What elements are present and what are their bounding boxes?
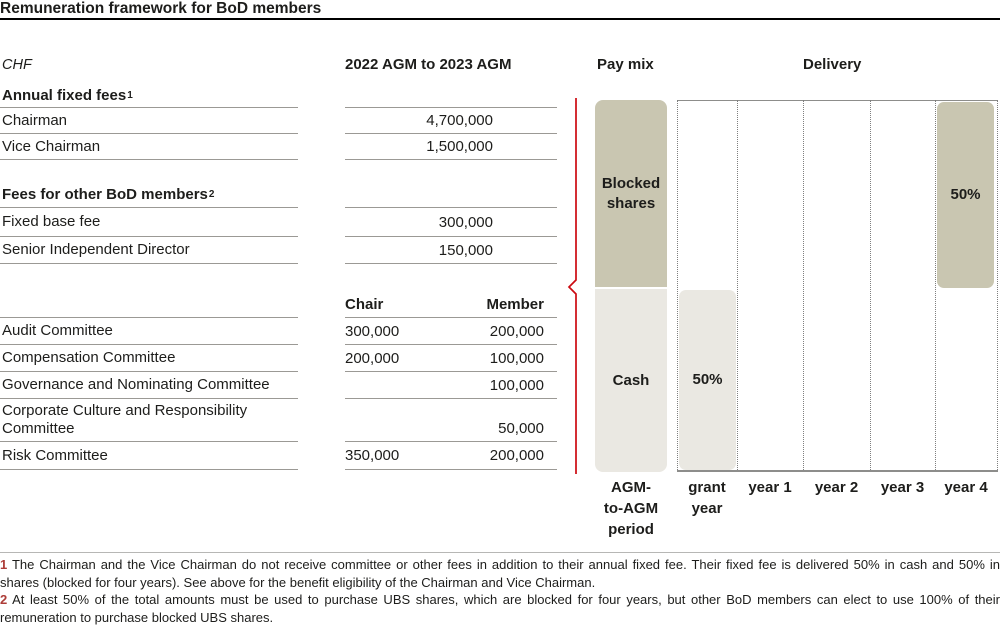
column-separator [803,100,804,470]
row-chairman [0,108,298,134]
row-label: Vice Chairman [2,137,101,155]
row-label: Corporate Culture and Responsibility Committee [2,402,248,437]
chair-fee: 300,000 [345,322,400,340]
paymix-blocked-shares-segment [595,100,667,287]
cash-label: Cash [612,371,650,389]
footnote-ref-1: 1 [127,89,133,101]
footnote-ref-2: 2 [208,188,215,200]
period-column-header: 2022 AGM to 2023 AGM [345,56,512,73]
title-rule [0,18,1000,20]
chair-fee: 200,000 [345,349,400,367]
xlabel-year-3: year 3 [880,479,925,496]
section-label: Annual fixed fees [2,86,127,104]
member-fee: 100,000 [489,349,544,367]
section-annual-fixed-fees [0,84,298,108]
row-label: Chairman [2,111,68,129]
axis-line: AGM- [611,479,651,496]
committee-column-headers [345,292,557,318]
fee-amount: 150,000 [438,241,493,259]
row-audit-committee [0,318,298,345]
row-senior-independent-director-value [345,237,557,264]
row-label: Senior Independent Director [2,241,190,258]
row-governance-nominating-committee [0,372,298,399]
fee-amount: 1,500,000 [426,138,493,155]
fee-amount: 300,000 [438,213,493,231]
chair-fee: 350,000 [345,447,400,464]
footnotes [0,556,1000,626]
xlabel-grant-year: grant year [688,479,726,517]
column-separator [870,100,871,470]
row-vice-chairman [0,134,298,160]
footnote-text: At least 50% of the total amounts must be used to purchase UBS shares, which are blocked for four years, but other BoD members can elect to use 100% of their remuneration to purchase blocked UBS shares. [0,592,1000,625]
row-label: Risk Committee [2,446,108,464]
footnote-rule [0,552,1000,553]
footnote-text: The Chairman and the Vice Chairman do not receive committee or other fees in addition to their annual fixed fee. Their fixed fee is delivered 50% in cash and 50% in shares (blocked for four years). See above for the benefit eligibility of the Chairman and Vice Chairman. [0,557,1000,590]
column-separator [677,100,678,470]
row-compensation-committee-values [345,345,557,372]
section-label: Fees for other BoD members [2,185,208,203]
paymix-axis-label [595,477,667,540]
row-compensation-committee [0,345,298,372]
delivery-top-rule [677,100,998,101]
member-column-header: Member [486,296,544,313]
xlabel-year-4: year 4 [944,479,988,496]
row-fixed-base-fee-value [345,208,557,237]
value-rule [345,84,557,108]
member-fee: 100,000 [489,376,544,394]
member-fee: 50,000 [498,420,544,437]
axis-line: to-AGM [603,500,659,517]
row-vice-chairman-value [345,134,557,160]
page-title: Remuneration framework for BoD members [0,0,322,17]
row-audit-committee-values [345,318,557,345]
paymix-cash-segment [595,289,667,472]
row-fixed-base-fee [0,208,298,237]
committee-header-rule [0,292,298,318]
member-fee: 200,000 [489,322,544,340]
brace-icon [566,97,580,476]
footnote-number: 1 [0,557,8,572]
footnote-number: 2 [0,592,8,607]
row-senior-independent-director [0,237,298,264]
row-corporate-culture-responsibility-committee [0,399,298,442]
delivery-grant-year-cash-bar [679,290,736,470]
blocked-shares-label: Blocked shares [601,174,661,212]
row-label: Audit Committee [2,322,113,339]
paymix-heading: Pay mix [597,56,654,73]
row-label: Governance and Nominating Committee [2,376,270,393]
year4-percentage: 50% [950,186,981,203]
row-label: Compensation Committee [2,349,176,366]
row-corporate-culture-responsibility-committee-values [345,399,557,442]
member-fee: 200,000 [489,447,544,464]
row-risk-committee [0,442,298,470]
chair-column-header: Chair [345,296,384,313]
row-risk-committee-values [345,442,557,470]
value-rule [345,182,557,208]
grant-year-percentage: 50% [692,371,723,388]
currency-label: CHF [2,57,32,73]
footnote-2 [0,591,1000,626]
delivery-baseline [677,470,998,472]
column-separator [737,100,738,470]
column-separator [997,100,998,470]
fee-amount: 4,700,000 [426,112,493,129]
axis-line: period [608,521,654,538]
footnote-1 [0,556,1000,591]
section-other-bod-fees [0,182,298,208]
column-separator [935,100,936,470]
xlabel-year-2: year 2 [814,479,859,496]
row-governance-nominating-committee-values [345,372,557,399]
row-label: Fixed base fee [2,213,101,230]
xlabel-year-1: year 1 [748,479,792,496]
delivery-year4-blocked-shares-bar [937,102,994,288]
row-chairman-value [345,108,557,134]
delivery-heading: Delivery [803,56,862,73]
